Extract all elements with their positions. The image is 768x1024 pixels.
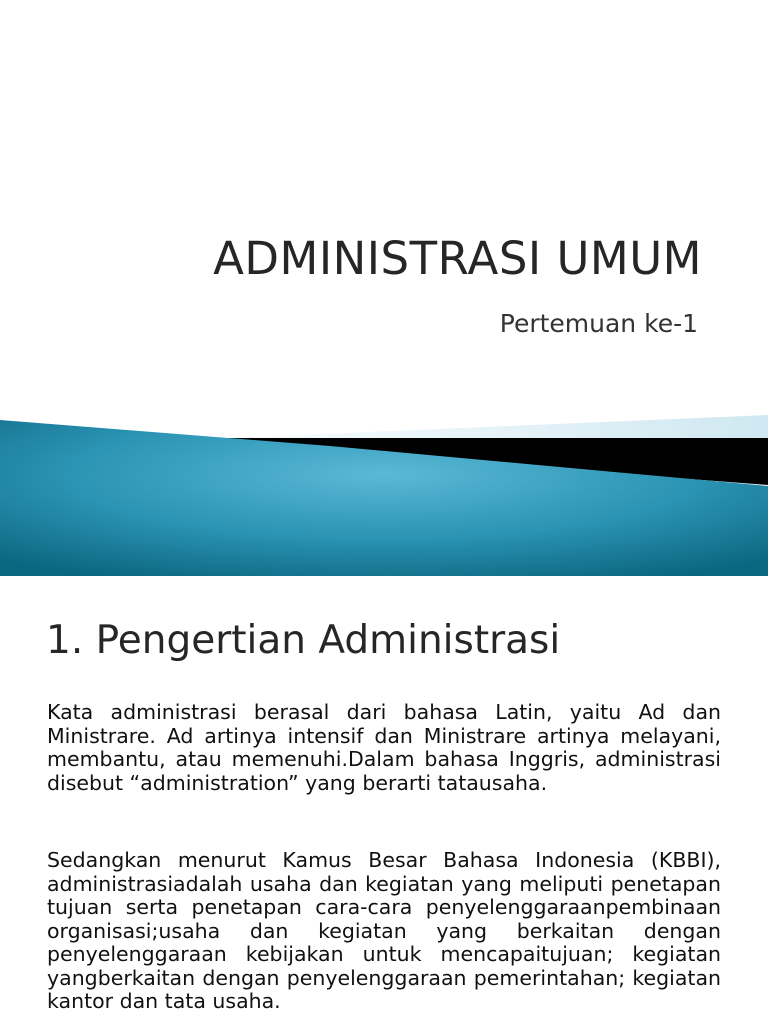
paragraph-2: Sedangkan menurut Kamus Besar Bahasa Indonesia (KBBI), administrasiadalah usaha dan kegiatan yang meliputi penetapan tujuan serta penetapan cara-cara penyelenggaraanpembinaan organisasi;usaha dan kegiatan yang berkaitan dengan penyelenggaraan kebijakan untuk mencapaitujuan; kegiatan yangberkaitan dengan penyelenggaraan pemerintahan; kegiatan kantor dan tata usaha.: [47, 848, 721, 1013]
slide-title: ADMINISTRASI UMUM: [213, 232, 702, 285]
content-slide: [0, 576, 768, 1024]
paragraph-1: Kata administrasi berasal dari bahasa Latin, yaitu Ad dan Ministrare. Ad artinya intensif dan Ministrare artinya melayani, membantu, atau memenuhi.Dalam bahasa Inggris, administrasi disebut “administration” yang berarti tatausaha.: [47, 700, 721, 795]
section-heading: 1. Pengertian Administrasi: [46, 618, 561, 663]
decorative-banner: [0, 410, 768, 576]
slide-subtitle: Pertemuan ke-1: [499, 309, 698, 338]
banner-pale-stripe: [180, 415, 768, 442]
